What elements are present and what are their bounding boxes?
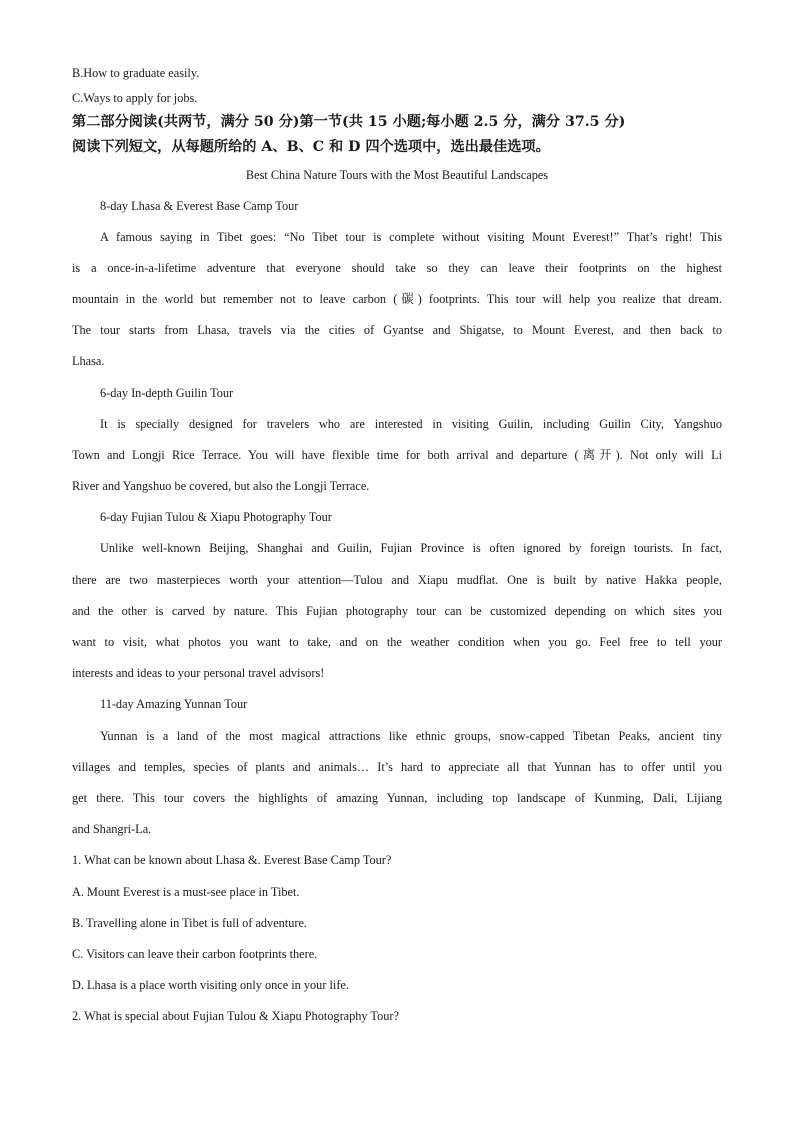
paragraph-line: A famous saying in Tibet goes: “No Tibet tour is complete without visiting Mount Everest!” That’s right! This xyxy=(100,230,722,244)
paragraph-line: Yunnan is a land of the most magical attractions like ethnic groups, snow-capped Tibetan Peaks, ancient tiny xyxy=(100,729,722,743)
tour-heading-lhasa: 8-day Lhasa & Everest Base Camp Tour xyxy=(100,199,299,213)
paragraph-line: there are two masterpieces worth your attention—Tulou and Xiapu mudflat. One is built by native Hakka people, xyxy=(72,573,722,587)
paragraph-line: Town and Longji Rice Terrace. You will have flexible time for both arrival and departure (离开). Not only will Li xyxy=(72,448,722,462)
question-1-option-c: C. Visitors can leave their carbon footprints there. xyxy=(72,947,318,961)
paragraph-line: interests and ideas to your personal travel advisors! xyxy=(72,666,325,680)
paragraph-line: is a once-in-a-lifetime adventure that everyone should take so they can leave their footprints on the highest xyxy=(72,261,722,275)
paragraph-line: want to visit, what photos you want to take, and on the weather condition when you go. Feel free to tell your xyxy=(72,635,722,649)
section-heading: 第二部分阅读(共两节，满分 50 分)第一节(共 15 小题;每小题 2.5 分，满分 37.5 分) xyxy=(72,114,626,130)
paragraph-line: get there. This tour covers the highlights of amazing Yunnan, including top landscape of Kunming, Dali, Lijiang xyxy=(72,791,722,805)
tour-heading-guilin: 6-day In-depth Guilin Tour xyxy=(100,386,234,400)
section-instruction: 阅读下列短文，从每题所给的 A、B、C 和 D 四个选项中，选出最佳选项。 xyxy=(72,139,550,155)
paragraph-line: and the other is carved by nature. This Fujian photography tour can be customized depending on which sites you xyxy=(72,604,722,618)
paragraph-line: and Shangri-La. xyxy=(72,822,152,836)
paragraph-line: It is specially designed for travelers who are interested in visiting Guilin, including Guilin City, Yangshuo xyxy=(100,417,722,431)
question-2-stem: 2. What is special about Fujian Tulou & Xiapu Photography Tour? xyxy=(72,1009,399,1023)
article-title: Best China Nature Tours with the Most Beautiful Landscapes xyxy=(245,168,549,182)
paragraph-line: villages and temples, species of plants and animals… It’s hard to appreciate all that Yunnan has to offer until you xyxy=(72,760,722,774)
option-b-previous: B.How to graduate easily. xyxy=(72,66,200,80)
question-1-option-a: A. Mount Everest is a must-see place in Tibet. xyxy=(72,885,300,899)
question-1-stem: 1. What can be known about Lhasa &. Everest Base Camp Tour? xyxy=(72,853,392,867)
option-c-previous: C.Ways to apply for jobs. xyxy=(72,91,198,105)
paragraph-line: River and Yangshuo be covered, but also the Longji Terrace. xyxy=(72,479,370,493)
paragraph-line: Lhasa. xyxy=(72,354,105,368)
question-1-option-d: D. Lhasa is a place worth visiting only once in your life. xyxy=(72,978,349,992)
tour-heading-yunnan: 11-day Amazing Yunnan Tour xyxy=(100,697,248,711)
paragraph-line: The tour starts from Lhasa, travels via the cities of Gyantse and Shigatse, to Mount Everest, and then back to xyxy=(72,323,722,337)
tour-heading-fujian: 6-day Fujian Tulou & Xiapu Photography Tour xyxy=(100,510,332,524)
paragraph-line: mountain in the world but remember not to leave carbon (碳) footprints. This tour will help you realize that dream. xyxy=(72,292,722,306)
question-1-option-b: B. Travelling alone in Tibet is full of adventure. xyxy=(72,916,307,930)
paragraph-line: Unlike well-known Beijing, Shanghai and Guilin, Fujian Province is often ignored by foreign tourists. In fact, xyxy=(100,541,722,555)
